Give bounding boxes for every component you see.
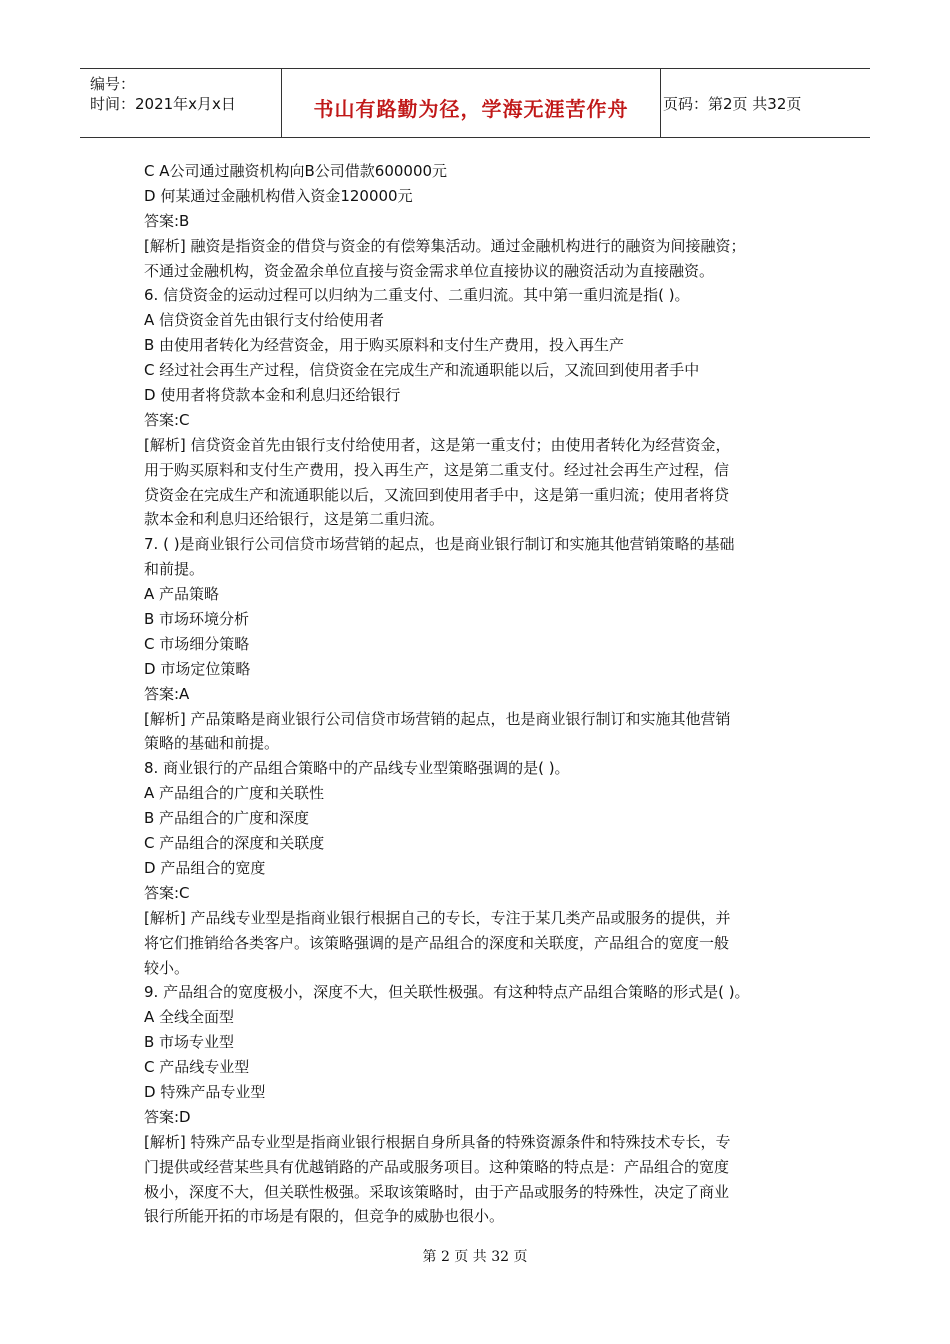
text-line: B 产品组合的广度和深度: [144, 809, 310, 828]
text-line: 答案:B: [144, 211, 190, 230]
text-line: D 产品组合的宽度: [144, 858, 266, 877]
text-line: A 信贷资金首先由银行支付给使用者: [144, 311, 385, 330]
text-line: 答案:D: [144, 1107, 191, 1126]
text-line: 将它们推销给各类客户。该策略强调的是产品组合的深度和关联度，产品组合的宽度一般: [144, 933, 730, 952]
page-header: [80, 68, 870, 138]
text-line: 策略的基础和前提。: [144, 734, 280, 753]
text-line: 款本金和利息归还给银行，这是第二重归流。: [144, 510, 445, 529]
text-line: 答案:C: [144, 410, 190, 429]
text-line: 极小，深度不大，但关联性极强。采取该策略时，由于产品或服务的特殊性，决定了商业: [144, 1182, 730, 1201]
text-line: B 市场环境分析: [144, 610, 250, 629]
text-line: 和前提。: [144, 560, 205, 579]
header-motto-cell: [282, 69, 661, 137]
text-line: A 全线全面型: [144, 1008, 235, 1027]
header-page-cell: [661, 69, 870, 137]
text-line: [解析] 信贷资金首先由银行支付给使用者，这是第一重支付；由使用者转化为经营资金，: [144, 435, 731, 454]
text-line: 银行所能开拓的市场是有限的，但竞争的威胁也很小。: [144, 1207, 505, 1226]
text-line: [解析] 产品策略是商业银行公司信贷市场营销的起点，也是商业银行制订和实施其他营销: [144, 709, 731, 728]
text-line: [解析] 特殊产品专业型是指商业银行根据自身所具备的特殊资源条件和特殊技术专长，专: [144, 1132, 731, 1151]
text-line: A 产品组合的广度和关联性: [144, 784, 325, 803]
document-number-label: 编号：: [90, 75, 136, 93]
text-line: B 市场专业型: [144, 1033, 235, 1052]
text-line: 用于购买原料和支付生产费用，投入再生产，这是第二重支付。经过社会再生产过程，信: [144, 460, 730, 479]
text-line: D 使用者将贷款本金和利息归还给银行: [144, 386, 401, 405]
text-line: C 经过社会再生产过程，信贷资金在完成生产和流通职能以后，又流回到使用者手中: [144, 361, 700, 380]
text-line: C 产品组合的深度和关联度: [144, 834, 325, 853]
text-line: 8. 商业银行的产品组合策略中的产品线专业型策略强调的是( )。: [144, 759, 570, 778]
text-line: C 产品线专业型: [144, 1058, 250, 1077]
document-body: [144, 159, 814, 1229]
text-line: C A公司通过融资机构向B公司借款600000元: [144, 162, 448, 180]
text-line: [解析] 融资是指资金的借贷与资金的有偿筹集活动。通过金融机构进行的融资为间接融资；: [144, 236, 746, 255]
text-line: A 产品策略: [144, 585, 220, 604]
text-line: 7. ( )是商业银行公司信贷市场营销的起点，也是商业银行制订和实施其他营销策略的基础: [144, 535, 735, 554]
document-date-label: 时间：2021年x月x日: [90, 95, 236, 113]
text-line: 门提供或经营某些具有优越销路的产品或服务项目。这种策略的特点是：产品组合的宽度: [144, 1157, 730, 1176]
text-line: 不通过金融机构，资金盈余单位直接与资金需求单位直接协议的融资活动为直接融资。: [144, 261, 715, 280]
header-motto: 书山有路勤为径，学海无涯苦作舟: [313, 97, 629, 121]
text-line: 6. 信贷资金的运动过程可以归纳为二重支付、二重归流。其中第一重归流是指( )。: [144, 286, 690, 305]
header-page-number: 页码：第2页 共32页: [663, 95, 802, 113]
text-line: 贷资金在完成生产和流通职能以后，又流回到使用者手中，这是第一重归流；使用者将贷: [144, 485, 730, 504]
text-line: B 由使用者转化为经营资金，用于购买原料和支付生产费用，投入再生产: [144, 336, 625, 355]
text-line: D 何某通过金融机构借入资金120000元: [144, 186, 413, 205]
text-line: C 市场细分策略: [144, 634, 250, 653]
text-line: D 特殊产品专业型: [144, 1082, 266, 1101]
text-line: D 市场定位策略: [144, 659, 251, 678]
text-line: 答案:A: [144, 684, 190, 703]
text-line: [解析] 产品线专业型是指商业银行根据自己的专长，专注于某几类产品或服务的提供，并: [144, 908, 731, 927]
text-line: 答案:C: [144, 883, 190, 902]
header-meta-cell: [80, 69, 282, 137]
page-footer: 第 2 页 共 32 页: [422, 1249, 528, 1265]
text-line: 9. 产品组合的宽度极小，深度不大，但关联性极强。有这种特点产品组合策略的形式是( )。: [144, 983, 750, 1002]
text-line: 较小。: [144, 958, 190, 977]
